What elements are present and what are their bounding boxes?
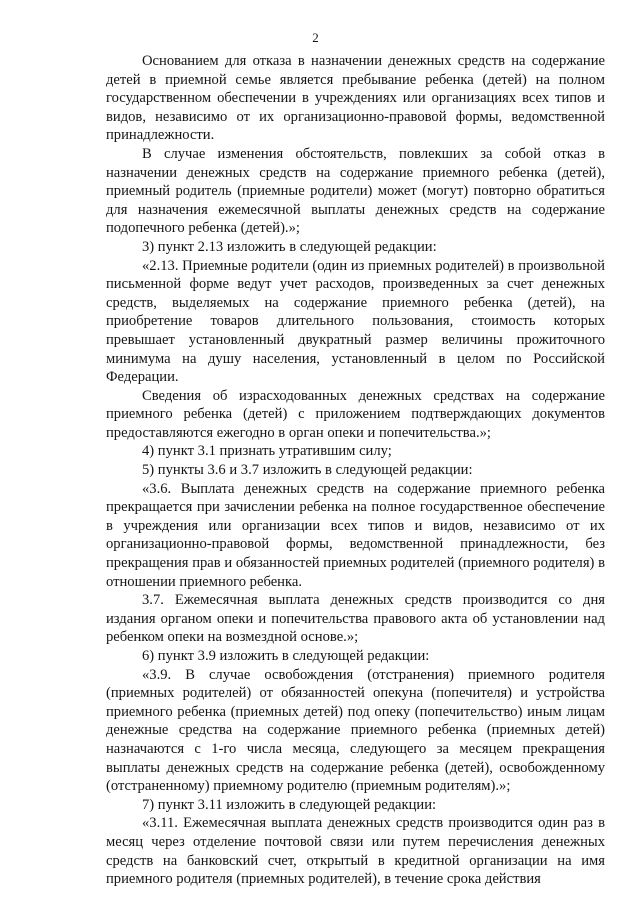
paragraph-3-7: 3.7. Ежемесячная выплата денежных средств производится со дня издания органом опеки и попечительства правового акта об установлении над ребенком опеки на возмездной основе.»;	[106, 592, 605, 646]
paragraph-3-11: «3.11. Ежемесячная выплата денежных средств производится один раз в месяц через отделение почтовой связи или путем перечисления денежных средств на банковский счет, открытый в кредитной организации на имя приемного родителя (приемных родителей), в течение срока действия	[106, 815, 605, 888]
page-number: 2	[312, 30, 319, 45]
paragraph-3-6: «3.6. Выплата денежных средств на содержание приемного ребенка прекращается при зачислении ребенка на полное государственное обеспечение в учреждения или организации всех типов и видов, независимо от их организационно-правовой формы, ведомственной принадлежности, без прекращения прав и обязанностей приемных родителей (приемного родителя) в отношении приемного ребенка.	[106, 480, 605, 590]
paragraph-repeat-application: В случае изменения обстоятельств, повлекших за собой отказ в назначении денежных средств на содержание приемного ребенка (детей), приемный родитель (приемные родители) может (могут) повторно обратиться для назначения ежемесячной выплаты денежных средств на содержание подопечного ребенка (детей).»;	[106, 145, 605, 237]
list-item-7: 7) пункт 3.11 изложить в следующей редакции:	[142, 796, 437, 813]
list-item-5: 5) пункты 3.6 и 3.7 изложить в следующей редакции:	[142, 462, 473, 479]
document-body	[106, 52, 605, 889]
paragraph-3-9: «3.9. В случае освобождения (отстранения) приемного родителя (приемных родителей) от обязанностей опекуна (попечителя) и устройства приемного ребенка (приемных детей) под опеку (попечительство) иным лицам денежные средства на содержание приемного ребенка (приемных детей) назначаются с 1-го числа месяца, следующего за месяцем прекращения выплаты денежных средств на содержание ребенка (детей), освобожденному (отстраненному) приемному родителю (приемным родителям).»;	[106, 666, 605, 795]
list-item-3: 3) пункт 2.13 изложить в следующей редакции:	[142, 238, 437, 255]
list-item-6: 6) пункт 3.9 изложить в следующей редакции:	[142, 648, 430, 664]
paragraph-refusal-grounds: Основанием для отказа в назначении денежных средств на содержание детей в приемной семье является пребывание ребенка (детей) на полном государственном обеспечении в учреждениях или организациях всех типов и видов, независимо от их организационно-правовой формы, ведомственной принадлежности.	[106, 53, 605, 144]
list-item-4: 4) пункт 3.1 признать утратившим силу;	[142, 443, 392, 460]
paragraph-2-13: «2.13. Приемные родители (один из приемных родителей) в произвольной письменной форме ведут учет расходов, произведенных за счет денежных средств, выделяемых на содержание приемного ребенка (детей), на приобретение товаров длительного пользования, стоимость которых превышает установленный двукратный размер величины прожиточного минимума на душу населения, установленный в целом по Российской Федерации.	[106, 257, 605, 386]
paragraph-expense-report: Сведения об израсходованных денежных средствах на содержание приемного ребенка (детей) с приложением подтверждающих документов предоставляются ежегодно в орган опеки и попечительства.»;	[106, 387, 605, 441]
